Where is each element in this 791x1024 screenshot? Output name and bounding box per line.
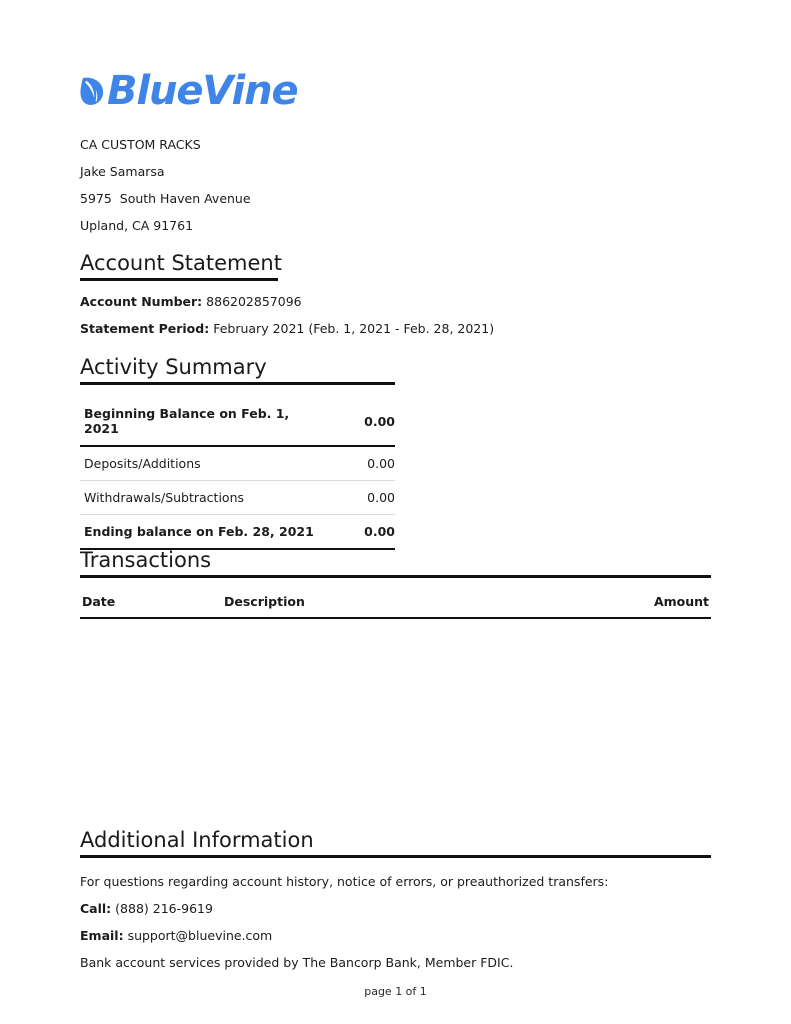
recipient-company: CA CUSTOM RACKS xyxy=(80,137,201,152)
column-header-date: Date xyxy=(80,590,222,618)
activity-summary-heading: Activity Summary xyxy=(80,355,267,379)
statement-period-row xyxy=(80,315,640,342)
bluevine-logo xyxy=(80,68,298,114)
activity-summary-table xyxy=(80,397,395,550)
activity-summary-underline xyxy=(80,382,395,385)
summary-amount: 0.00 xyxy=(317,397,395,446)
recipient-city-state-zip: Upland, CA 91761 xyxy=(80,218,194,233)
table-row xyxy=(80,481,395,515)
recipient-address xyxy=(80,131,560,239)
statement-meta xyxy=(80,288,640,342)
transactions-underline xyxy=(80,575,711,578)
summary-amount: 0.00 xyxy=(317,515,395,550)
summary-label: Withdrawals/Subtractions xyxy=(80,481,317,515)
transactions-section-header xyxy=(80,548,711,578)
support-email-value: support@bluevine.com xyxy=(127,928,273,943)
leaf-icon xyxy=(80,74,106,108)
page-indicator: page 1 of 1 xyxy=(364,985,427,998)
support-email-row xyxy=(80,922,711,949)
bank-disclosure: Bank account services provided by The Bancorp Bank, Member FDIC. xyxy=(80,955,514,970)
summary-label: Deposits/Additions xyxy=(80,446,317,481)
table-row xyxy=(80,515,395,550)
support-phone-value: (888) 216-9619 xyxy=(115,901,213,916)
account-number-row xyxy=(80,288,640,315)
support-phone-row xyxy=(80,895,711,922)
additional-information-section-header xyxy=(80,828,711,858)
page-title: Account Statement xyxy=(80,251,282,275)
summary-amount: 0.00 xyxy=(317,481,395,515)
summary-label: Ending balance on Feb. 28, 2021 xyxy=(80,515,317,550)
column-header-description: Description xyxy=(222,590,569,618)
support-email-label: Email: xyxy=(80,928,124,943)
brand-name: BlueVine xyxy=(107,68,298,114)
table-row xyxy=(80,397,395,446)
column-header-amount: Amount xyxy=(569,590,711,618)
statement-period-label: Statement Period: xyxy=(80,321,210,336)
additional-information-heading: Additional Information xyxy=(80,828,314,852)
support-phone-label: Call: xyxy=(80,901,112,916)
account-number-value: 886202857096 xyxy=(206,294,302,309)
table-row xyxy=(80,446,395,481)
activity-summary-section-header xyxy=(80,355,395,385)
additional-information-body xyxy=(80,868,711,976)
additional-information-underline xyxy=(80,855,711,858)
summary-amount: 0.00 xyxy=(317,446,395,481)
account-number-label: Account Number: xyxy=(80,294,203,309)
statement-period-value: February 2021 (Feb. 1, 2021 - Feb. 28, 2021) xyxy=(213,321,495,336)
summary-label: Beginning Balance on Feb. 1, 2021 xyxy=(80,397,317,446)
recipient-name: Jake Samarsa xyxy=(80,164,165,179)
transactions-table xyxy=(80,590,711,619)
title-underline xyxy=(80,278,278,281)
recipient-street: 5975 South Haven Avenue xyxy=(80,191,251,206)
transactions-header-row xyxy=(80,590,711,618)
account-statement-section-header xyxy=(80,251,282,281)
transactions-heading: Transactions xyxy=(80,548,212,572)
additional-info-intro: For questions regarding account history, notice of errors, or preauthorized transfers: xyxy=(80,874,609,889)
